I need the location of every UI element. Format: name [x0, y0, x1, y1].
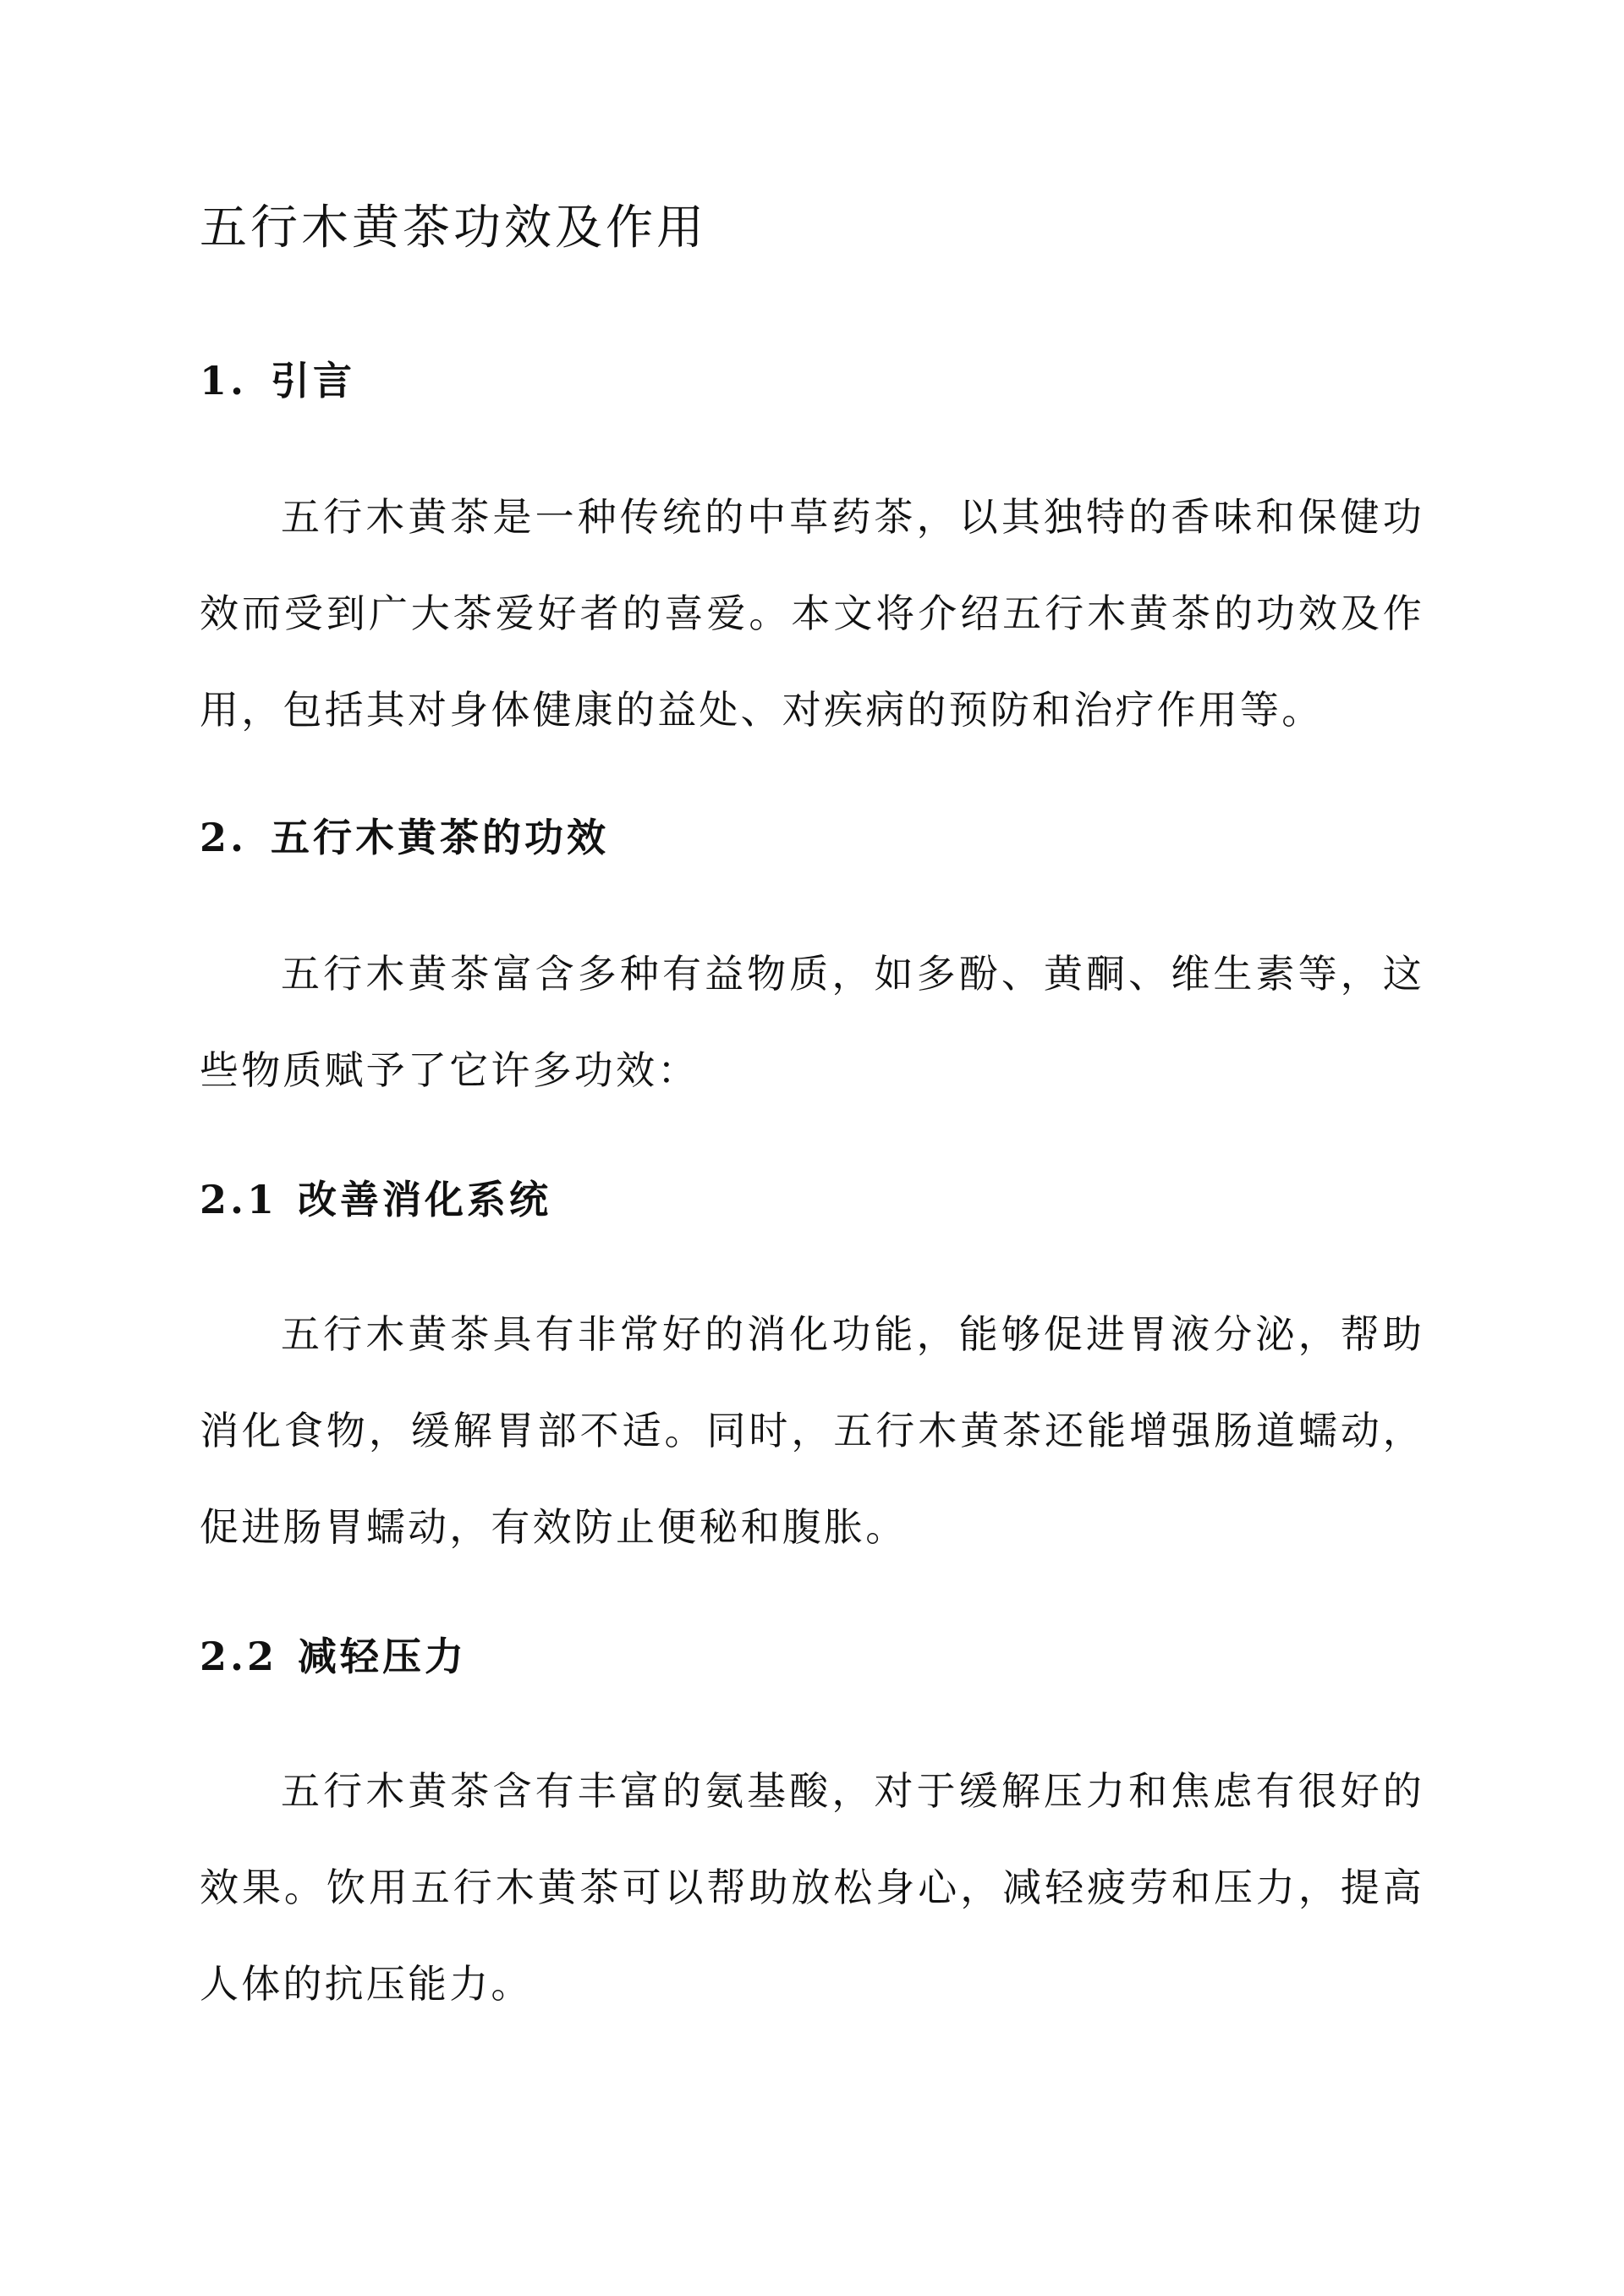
- introduction-paragraph: 五行木黄茶是一种传统的中草药茶，以其独特的香味和保健功效而受到广大茶爱好者的喜爱。本文将介绍五行木黄茶的功效及作用，包括其对身体健康的益处、对疾病的预防和治疗作用等。: [200, 494, 1424, 733]
- effects-paragraph: 五行木黄茶富含多种有益物质，如多酚、黄酮、维生素等，这些物质赋予了它许多功效：: [200, 951, 1424, 1093]
- section-title: 改善消化系统: [298, 1177, 552, 1222]
- document-title: 五行木黄茶功效及作用: [200, 200, 707, 255]
- section-number: 2.2: [200, 1634, 278, 1679]
- section-heading-effects: [200, 812, 609, 863]
- section-heading-stress-relief: [200, 1631, 467, 1682]
- section-title: 引言: [271, 358, 356, 404]
- section-heading-introduction: [200, 355, 355, 406]
- section-title: 五行木黄茶的功效: [271, 815, 610, 860]
- section-title: 减轻压力: [298, 1634, 468, 1679]
- digestion-paragraph: 五行木黄茶具有非常好的消化功能，能够促进胃液分泌，帮助消化食物，缓解胃部不适。同时，五行木黄茶还能增强肠道蠕动，促进肠胃蠕动，有效防止便秘和腹胀。: [200, 1311, 1424, 1550]
- section-number: 2.: [200, 815, 248, 860]
- section-heading-digestion: [200, 1174, 551, 1225]
- stress-relief-paragraph: 五行木黄茶含有丰富的氨基酸，对于缓解压力和焦虑有很好的效果。饮用五行木黄茶可以帮助放松身心，减轻疲劳和压力，提高人体的抗压能力。: [200, 1768, 1424, 2007]
- section-number: 2.1: [200, 1177, 278, 1222]
- section-number: 1.: [200, 358, 248, 404]
